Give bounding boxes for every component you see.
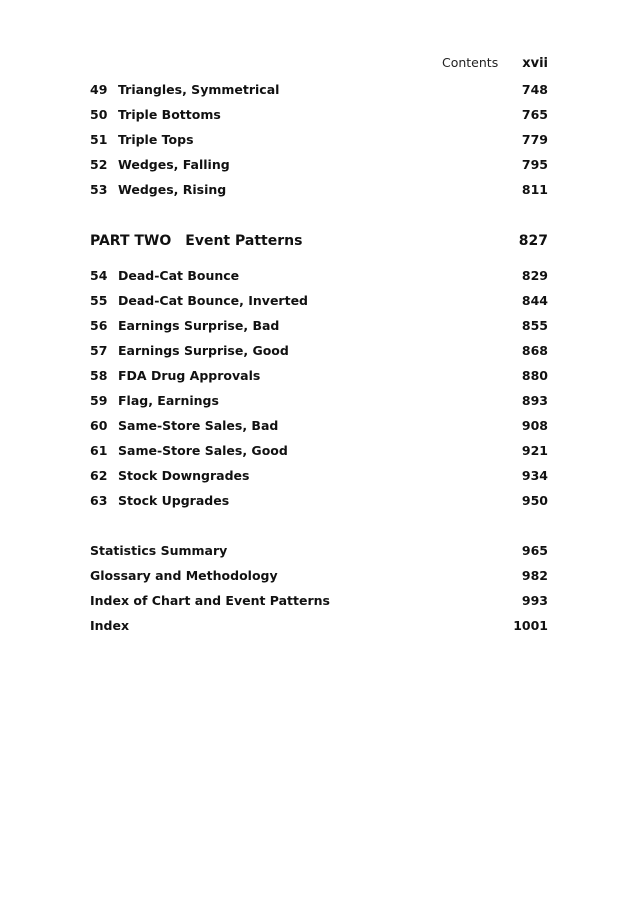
chapter-number: 54: [90, 268, 108, 283]
toc-entry: [90, 368, 548, 388]
chapter-title: Earnings Surprise, Good: [118, 343, 289, 358]
page-number: 993: [521, 593, 548, 608]
chapter-number: 56: [90, 318, 108, 333]
chapter-title: Dead-Cat Bounce, Inverted: [118, 293, 309, 308]
toc-entry: [90, 318, 548, 338]
page-number: 765: [521, 107, 548, 122]
chapter-title: Triangles, Symmetrical: [118, 82, 280, 97]
page-number: 855: [521, 318, 548, 333]
chapter-number: 62: [90, 468, 108, 483]
back-matter-entry: [90, 593, 548, 613]
chapter-title: Same-Store Sales, Bad: [118, 418, 279, 433]
chapter-title: Stock Upgrades: [118, 493, 230, 508]
chapter-title: Wedges, Rising: [118, 182, 227, 197]
chapter-number: 50: [90, 107, 108, 122]
part-heading: [90, 233, 548, 255]
toc-entry: [90, 493, 548, 513]
chapter-number: 57: [90, 343, 108, 358]
page-number: 827: [518, 233, 548, 249]
chapter-title: Dead-Cat Bounce: [118, 268, 240, 283]
toc-entry: [90, 268, 548, 288]
page-number: 748: [521, 82, 548, 97]
page-number: 880: [521, 368, 548, 383]
page-number: 921: [521, 443, 548, 458]
chapter-title: Same-Store Sales, Good: [118, 443, 288, 458]
page-number: 965: [521, 543, 548, 558]
toc-entry: [90, 393, 548, 413]
chapter-number: 63: [90, 493, 108, 508]
chapter-number: 55: [90, 293, 108, 308]
page-number: 1001: [513, 618, 548, 633]
toc-entry: [90, 182, 548, 202]
page-number: 868: [521, 343, 548, 358]
page-number: 934: [521, 468, 548, 483]
chapter-title: Wedges, Falling: [118, 157, 230, 172]
running-head: [442, 55, 548, 71]
page-number: 844: [521, 293, 548, 308]
back-matter-entry: [90, 543, 548, 563]
back-matter-title: Statistics Summary: [90, 543, 228, 558]
page-number: 893: [521, 393, 548, 408]
chapter-title: Earnings Surprise, Bad: [118, 318, 280, 333]
part-label: PART TWO: [90, 233, 172, 249]
chapter-number: 61: [90, 443, 108, 458]
toc-entry: [90, 343, 548, 363]
chapter-number: 53: [90, 182, 108, 197]
chapter-number: 49: [90, 82, 108, 97]
back-matter-title: Index of Chart and Event Patterns: [90, 593, 330, 608]
chapter-number: 58: [90, 368, 108, 383]
toc-entry: [90, 82, 548, 102]
toc-entry: [90, 293, 548, 313]
chapter-title: Stock Downgrades: [118, 468, 250, 483]
chapter-number: 60: [90, 418, 108, 433]
page-number: 829: [521, 268, 548, 283]
toc-entry: [90, 418, 548, 438]
toc-page: [90, 0, 548, 913]
chapter-number: 59: [90, 393, 108, 408]
chapter-title: Triple Bottoms: [118, 107, 221, 122]
chapter-title: FDA Drug Approvals: [118, 368, 261, 383]
back-matter-entry: [90, 618, 548, 638]
back-matter-title: Index: [90, 618, 130, 633]
page-number: 908: [521, 418, 548, 433]
toc-entry: [90, 107, 548, 127]
page-number: 811: [521, 182, 548, 197]
chapter-number: 51: [90, 132, 108, 147]
page-number: 950: [521, 493, 548, 508]
chapter-title: Flag, Earnings: [118, 393, 219, 408]
toc-entry: [90, 157, 548, 177]
running-head-label: Contents: [441, 55, 499, 70]
page-number: 779: [521, 132, 548, 147]
toc-entry: [90, 443, 548, 463]
chapter-title: Triple Tops: [118, 132, 194, 147]
back-matter-entry: [90, 568, 548, 588]
page-folio: xvii: [522, 56, 548, 71]
page-number: 982: [521, 568, 548, 583]
toc-entry: [90, 132, 548, 152]
toc-entry: [90, 468, 548, 488]
chapter-number: 52: [90, 157, 108, 172]
back-matter-title: Glossary and Methodology: [90, 568, 278, 583]
part-title: Event Patterns: [185, 233, 303, 249]
page-number: 795: [521, 157, 548, 172]
